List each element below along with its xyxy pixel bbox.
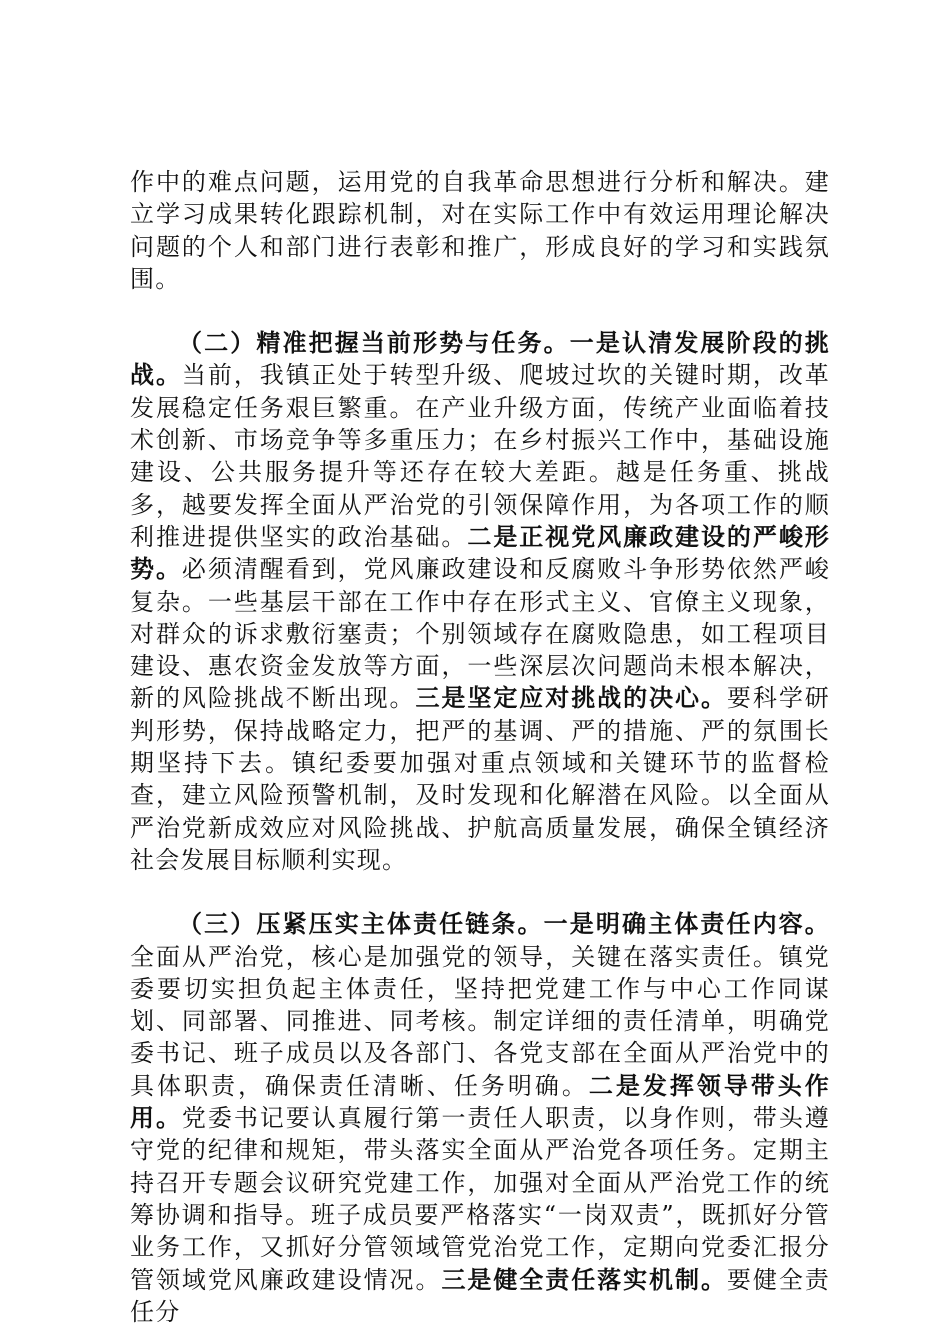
body-text: 当前，我镇正处于转型升级、爬坡过坎的关键时期，改革发展稳定任务艰巨繁重。在产业升级方面，传统产业面临着技术创新、市场竞争等多重压力；在乡村振兴工作中，基础设施建设、公共服务提升等还存在较大差距。越是任务重、挑战多，越要发挥全面从严治党的引领保障作用，为各项工作的顺利推进提供坚实的政治基础。 [130,361,831,551]
paragraph-situation-and-tasks [130,327,830,876]
bold-point: 二是正视党风廉政建设的严峻形势。 [130,521,830,584]
section-heading: （三）压紧压实主体责任链条。一是明确主体责任内容。 [178,909,830,939]
body-text: 作中的难点问题，运用党的自我革命思想进行分析和解决。建立学习成果转化跟踪机制，对在实际工作中有效运用理论解决问题的个人和部门进行表彰和推广，形成良好的学习和实践氛围。 [130,168,830,293]
bold-point: 三是坚定应对挑战的决心。 [415,683,727,713]
section-heading: （二）精准把握当前形势与任务。一是认清发展阶段的挑战。 [130,328,830,390]
paragraph-main-responsibility [130,908,830,1328]
paragraph-study-results [130,166,830,295]
body-text: 全面从严治党，核心是加强党的领导，关键在落实责任。镇党委要切实担负起主体责任，坚持把党建工作与中心工作同谋划、同部署、同推进、同考核。制定详细的责任清单，明确党委书记、班子成员以及各部门、各党支部在全面从严治党中的具体职责，确保责任清晰、任务明确。 [130,942,830,1100]
document-body [130,166,830,1328]
body-text: 要健全责任分 [130,1265,830,1326]
body-text: 要科学研判形势，保持战略定力，把严的基调、严的措施、严的氛围长期坚持下去。镇纪委要加强对重点领域和关键环节的监督检查，建立风险预警机制，及时发现和化解潜在风险。以全面从严治党新成效应对风险挑战、护航高质量发展，确保全镇经济社会发展目标顺利实现。 [130,684,830,874]
body-text: 必须清醒看到，党风廉政建设和反腐败斗争形势依然严峻复杂。一些基层干部在工作中存在形式主义、官僚主义现象，对群众的诉求敷衍塞责；个别领域存在腐败隐患，如工程项目建设、惠农资金发放等方面，一些深层次问题尚未根本解决，新的风险挑战不断出现。 [130,555,831,713]
body-text: 党委书记要认真履行第一责任人职责，以身作则，带头遵守党的纪律和规矩，带头落实全面从严治党各项任务。定期主持召开专题会议研究党建工作，加强对全面从严治党工作的统筹协调和指导。班子成员要严格落实“一岗双责”，既抓好分管业务工作，又抓好分管领域管党治党工作，定期向党委汇报分管领域党风廉政建设情况。 [130,1104,831,1294]
bold-point: 二是发挥领导带头作用。 [130,1070,830,1133]
bold-point: 三是健全责任落实机制。 [441,1264,727,1294]
